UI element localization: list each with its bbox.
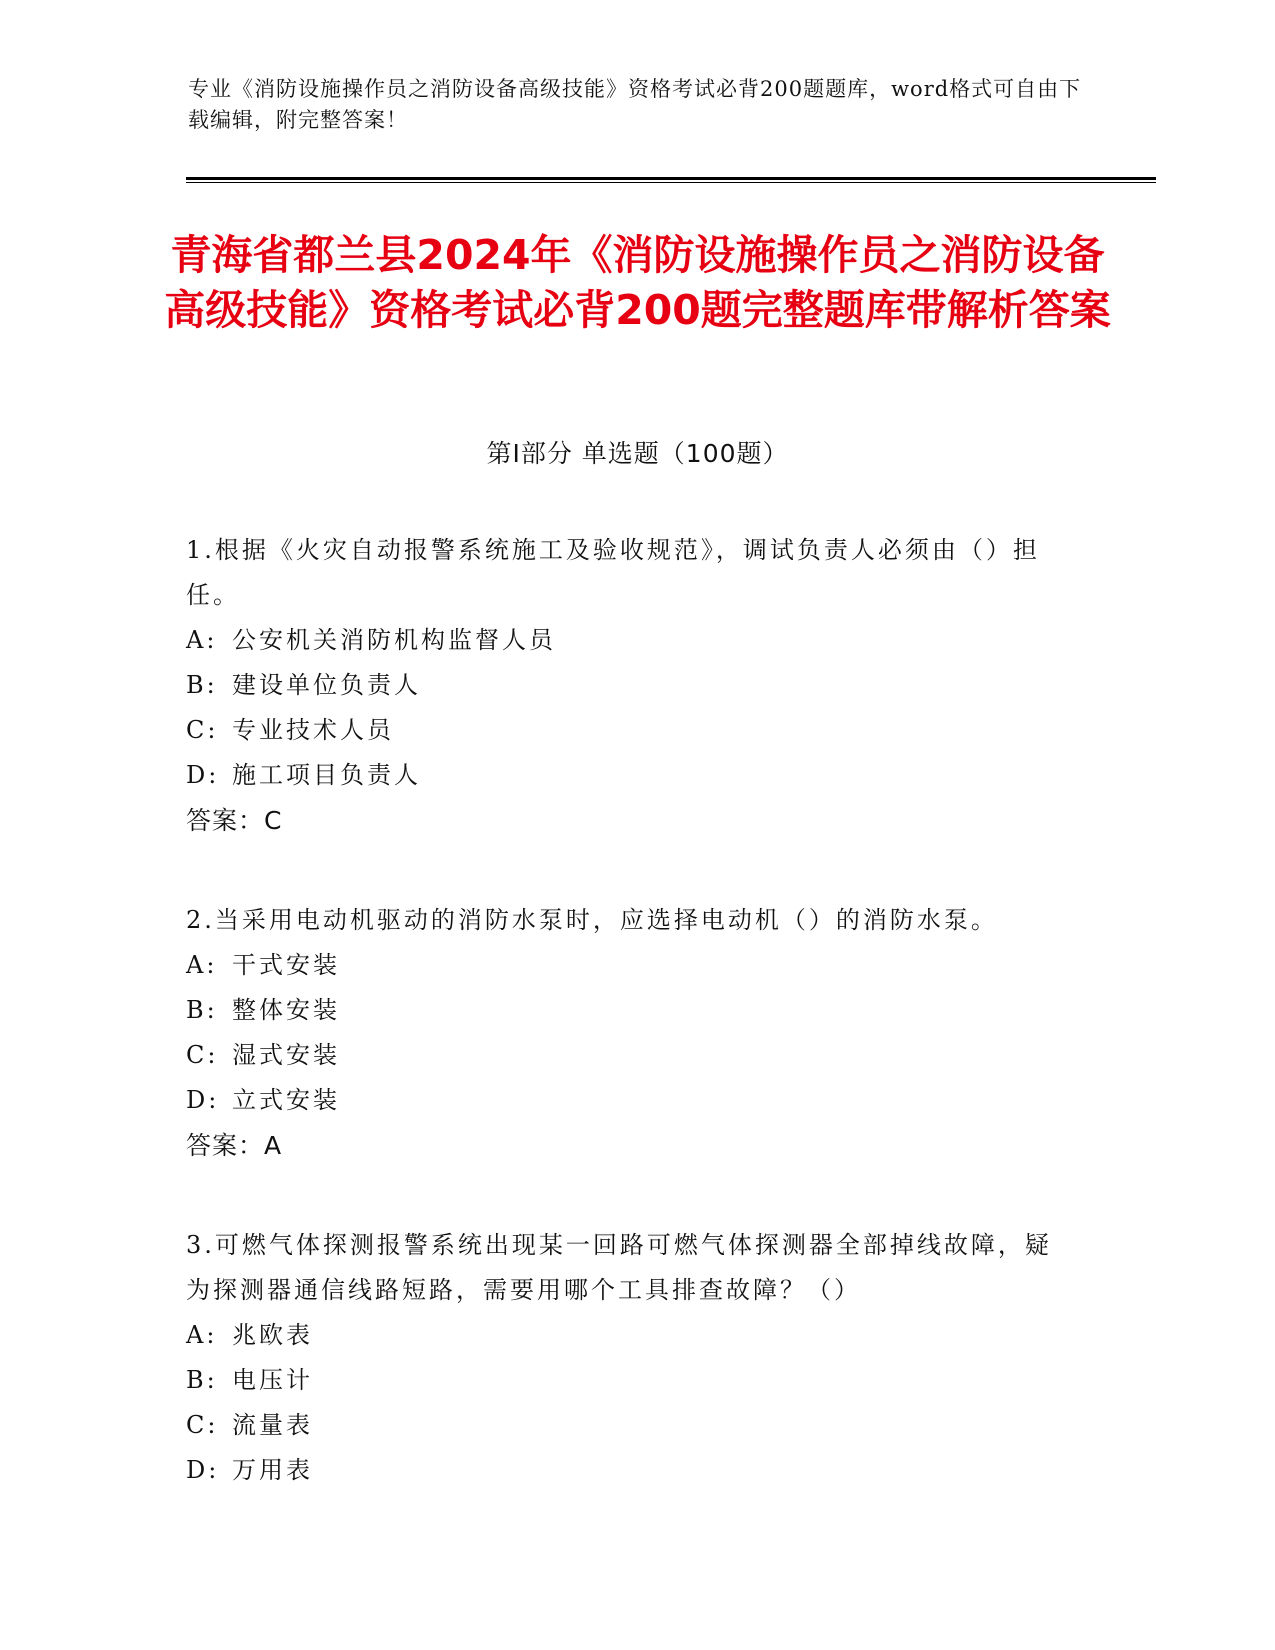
option-text: 整体安装	[232, 996, 340, 1024]
question-text: 2.当采用电动机驱动的消防水泵时，应选择电动机（）的消防水泵。	[186, 906, 998, 934]
option-key: B:	[186, 1366, 218, 1394]
option-key: A:	[186, 951, 218, 979]
option-key: B:	[186, 996, 218, 1024]
document-title: 青海省都兰县2024年《消防设施操作员之消防设备高级技能》资格考试必背200题完整题库带解析答案	[164, 231, 1111, 334]
option-key: A:	[186, 1321, 218, 1349]
option-key: D:	[186, 761, 220, 789]
option-text: 施工项目负责人	[232, 761, 421, 789]
answer-line: 答案：C	[186, 806, 283, 835]
option-text: 立式安装	[232, 1086, 340, 1114]
option-key: B:	[186, 671, 218, 699]
option-key: D:	[186, 1086, 220, 1114]
option-key: C:	[186, 1411, 219, 1439]
option-text: 公安机关消防机构监督人员	[232, 626, 556, 654]
option-text: 专业技术人员	[232, 716, 394, 744]
question-text: 3.可燃气体探测报警系统出现某一回路可燃气体探测器全部掉线故障，疑为探测器通信线路短路，需要用哪个工具排查故障？（）	[186, 1231, 1052, 1304]
option-b	[186, 988, 1066, 1033]
option-a	[186, 943, 1066, 988]
question-3	[186, 1223, 1066, 1493]
option-text: 建设单位负责人	[232, 671, 421, 699]
option-d	[186, 1078, 1066, 1123]
question-1	[186, 528, 1066, 844]
question-2	[186, 898, 1066, 1169]
option-key: D:	[186, 1456, 220, 1484]
option-text: 流量表	[232, 1411, 313, 1439]
option-text: 湿式安装	[232, 1041, 340, 1069]
option-key: A:	[186, 626, 218, 654]
question-list	[186, 528, 1066, 1547]
option-c	[186, 1033, 1066, 1078]
option-b	[186, 1358, 1066, 1403]
header-note: 专业《消防设施操作员之消防设备高级技能》资格考试必背200题题库，word格式可自由下载编辑，附完整答案！	[188, 77, 1082, 132]
option-text: 兆欧表	[232, 1321, 313, 1349]
option-a	[186, 618, 1066, 663]
question-text: 1.根据《火灾自动报警系统施工及验收规范》，调试负责人必须由（）担任。	[186, 536, 1040, 609]
option-c	[186, 708, 1066, 753]
option-key: C:	[186, 716, 219, 744]
option-d	[186, 753, 1066, 798]
section-title: 第Ⅰ部分 单选题（100题）	[486, 439, 789, 468]
option-key: C:	[186, 1041, 219, 1069]
option-b	[186, 663, 1066, 708]
header-rule-thin	[186, 182, 1156, 183]
option-d	[186, 1448, 1066, 1493]
option-a	[186, 1313, 1066, 1358]
answer-line: 答案：A	[186, 1131, 283, 1160]
option-text: 干式安装	[232, 951, 340, 979]
option-text: 电压计	[232, 1366, 313, 1394]
option-c	[186, 1403, 1066, 1448]
header-rule-thick	[186, 177, 1156, 180]
option-text: 万用表	[232, 1456, 313, 1484]
